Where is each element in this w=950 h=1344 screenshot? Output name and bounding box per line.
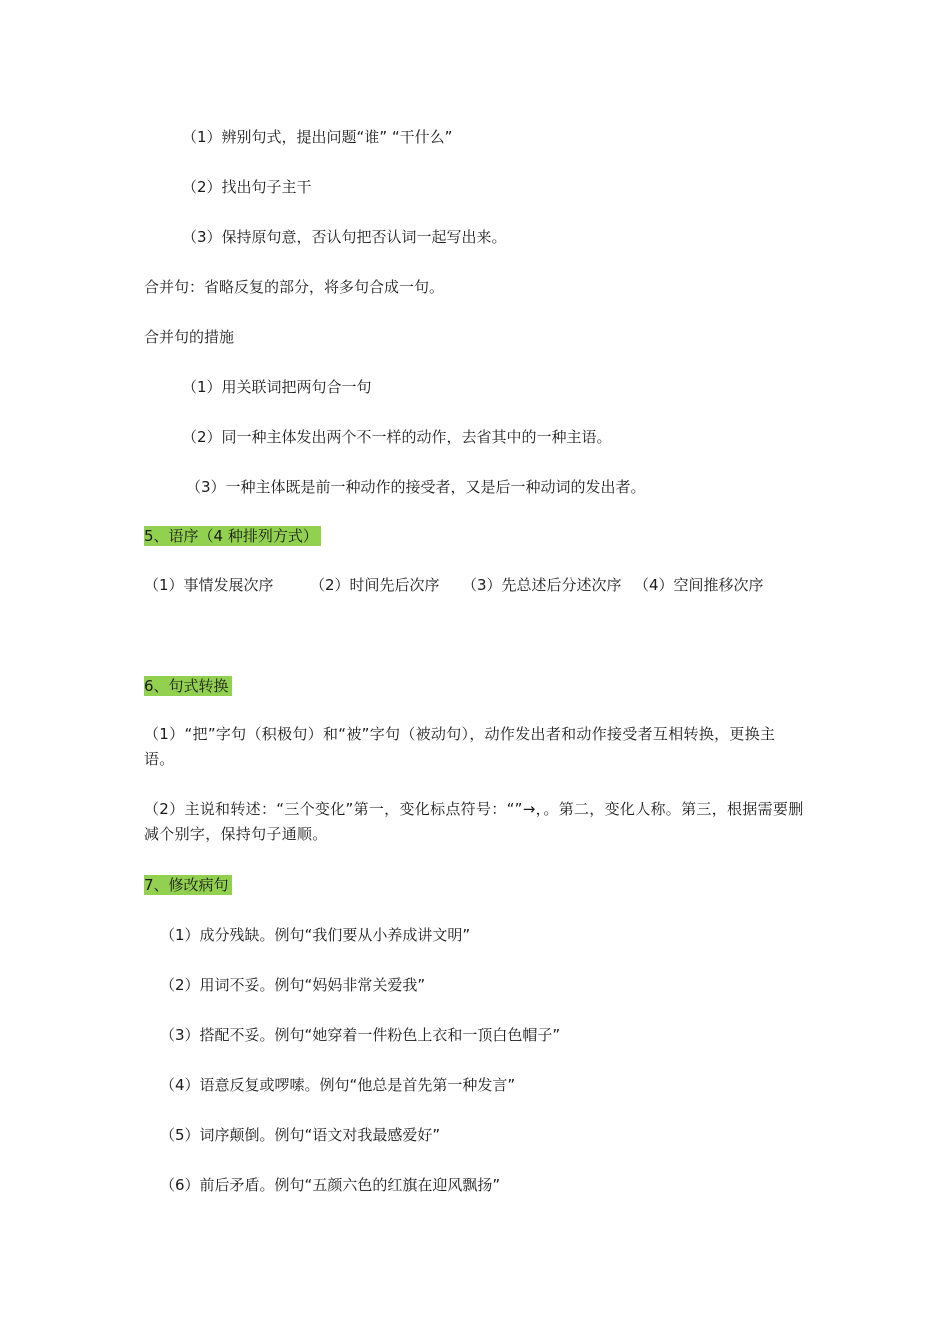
sentence-change-item-1: （1）辨别句式，提出问题“谁” “干什么” [182, 128, 453, 146]
word-order-item-1: （1）事情发展次序 [144, 576, 274, 594]
sentence-transform-heading [144, 677, 232, 695]
fix-item-2: （2）用词不妥。例句“妈妈非常关爱我” [160, 976, 426, 994]
word-order-item-4: （4）空间推移次序 [634, 576, 764, 594]
word-order-list [144, 576, 764, 594]
fix-sentences-heading [144, 876, 232, 894]
merge-item-3: （3）一种主体既是前一种动作的接受者，又是后一种动词的发出者。 [186, 478, 646, 496]
merge-method-title: 合并句的措施 [144, 328, 235, 346]
sentence-transform-para-2: （2）主说和转述：“三个变化”第一，变化标点符号：“”→，。第二，变化人称。第三，根据需要删减个别字，保持句子通顺。 [144, 800, 804, 843]
word-order-heading-text: 5、语序（4 种排列方式） [144, 526, 321, 546]
sentence-change-item-2: （2）找出句子主干 [182, 178, 312, 196]
fix-item-4: （4）语意反复或啰嗦。例句“他总是首先第一种发言” [160, 1076, 516, 1094]
merge-item-1: （1）用关联词把两句合一句 [182, 378, 372, 396]
fix-item-1: （1）成分残缺。例句“我们要从小养成讲文明” [160, 926, 471, 944]
word-order-item-3: （3）先总述后分述次序 [462, 576, 622, 594]
sentence-change-item-3: （3）保持原句意，否认句把否认词一起写出来。 [182, 228, 507, 246]
fix-sentences-heading-text: 7、修改病句 [144, 875, 232, 895]
fix-item-6: （6）前后矛盾。例句“五颜六色的红旗在迎风飘扬” [160, 1176, 501, 1194]
word-order-heading [144, 527, 321, 545]
word-order-item-2: （2）时间先后次序 [310, 576, 440, 594]
fix-item-3: （3）搭配不妥。例句“她穿着一件粉色上衣和一顶白色帽子” [160, 1026, 561, 1044]
sentence-transform-para-1: （1）“把”字句（积极句）和“被”字句（被动句），动作发出者和动作接受者互相转换，更换主语。 [144, 725, 776, 768]
merge-definition: 合并句：省略反复的部分，将多句合成一句。 [144, 278, 445, 296]
sentence-transform-heading-text: 6、句式转换 [144, 676, 232, 696]
fix-item-5: （5）词序颠倒。例句“语文对我最感爱好” [160, 1126, 441, 1144]
merge-item-2: （2）同一种主体发出两个不一样的动作，去省其中的一种主语。 [182, 428, 612, 446]
